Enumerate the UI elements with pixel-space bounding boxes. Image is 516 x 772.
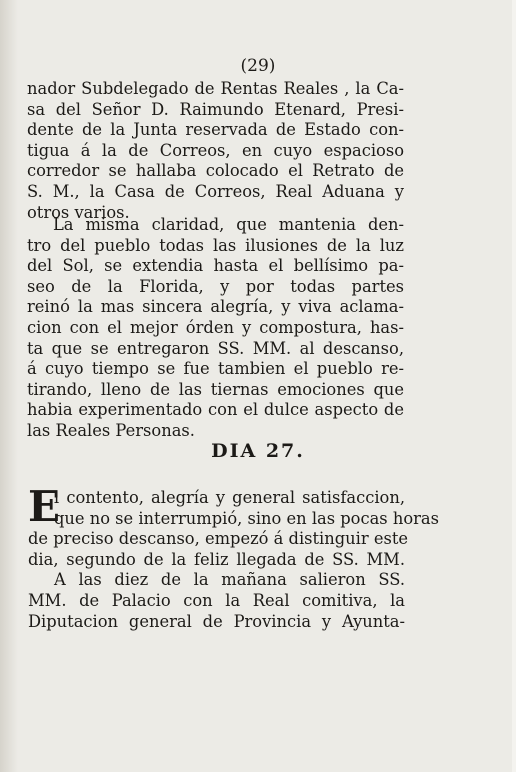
text-line: ta que se entregaron SS. MM. al descanso, <box>27 338 404 358</box>
text-line: tro del pueblo todas las ilusiones de la luz <box>27 235 404 255</box>
text-line: tigua á la de Correos, en cuyo espacioso <box>27 140 404 160</box>
section-heading: DIA 27. <box>211 440 305 462</box>
text-line: del Sol, se extendia hasta el bellísimo pa- <box>27 256 404 276</box>
text-line: A las diez de la mañana salieron SS. <box>54 570 405 590</box>
text-line: Diputacion general de Provincia y Ayunta- <box>28 611 405 631</box>
text-line: S. M., la Casa de Correos, Real Aduana y <box>27 181 404 201</box>
text-line: La misma claridad, que mantenia den- <box>53 215 404 234</box>
text-line: á cuyo tiempo se fue tambien el pueblo re- <box>27 359 404 379</box>
text-line: corredor se hallaba colocado el Retrato de <box>27 161 404 181</box>
text-line: que no se interrumpió, sino en las pocas horas <box>54 508 439 528</box>
text-line: cion con el mejor órden y compostura, has- <box>27 317 404 337</box>
text-line: reinó la mas sincera alegría, y viva aclama- <box>27 297 404 317</box>
page-spine-shadow <box>0 0 18 772</box>
paragraph-continuation <box>27 79 404 223</box>
text-line: de preciso descanso, empezó á distinguir este <box>28 529 408 549</box>
text-line: nador Subdelegado de Rentas Reales , la Ca- <box>27 79 404 98</box>
text-line: l contento, alegría y general satisfaccion, <box>54 488 405 507</box>
paragraph-dia-27 <box>28 482 439 632</box>
text-line: MM. de Palacio con la Real comitiva, la <box>28 590 405 610</box>
page-number: (29) <box>240 56 276 76</box>
text-line: dia, segundo de la feliz llegada de SS. MM. <box>28 549 405 569</box>
text-line: seo de la Florida, y por todas partes <box>27 276 404 296</box>
text-line: sa del Señor D. Raimundo Etenard, Presi- <box>27 99 404 119</box>
drop-cap: E <box>28 482 61 531</box>
text-line: las Reales Personas. <box>27 420 195 440</box>
text-line: habia experimentado con el dulce aspecto de <box>27 400 404 420</box>
text-line: otros varios. <box>27 202 130 222</box>
paragraph-claridad <box>27 215 404 442</box>
text-line: dente de la Junta reservada de Estado con- <box>27 120 404 140</box>
text-line: tirando, lleno de las tiernas emociones que <box>27 379 404 399</box>
page-edge <box>512 0 516 772</box>
